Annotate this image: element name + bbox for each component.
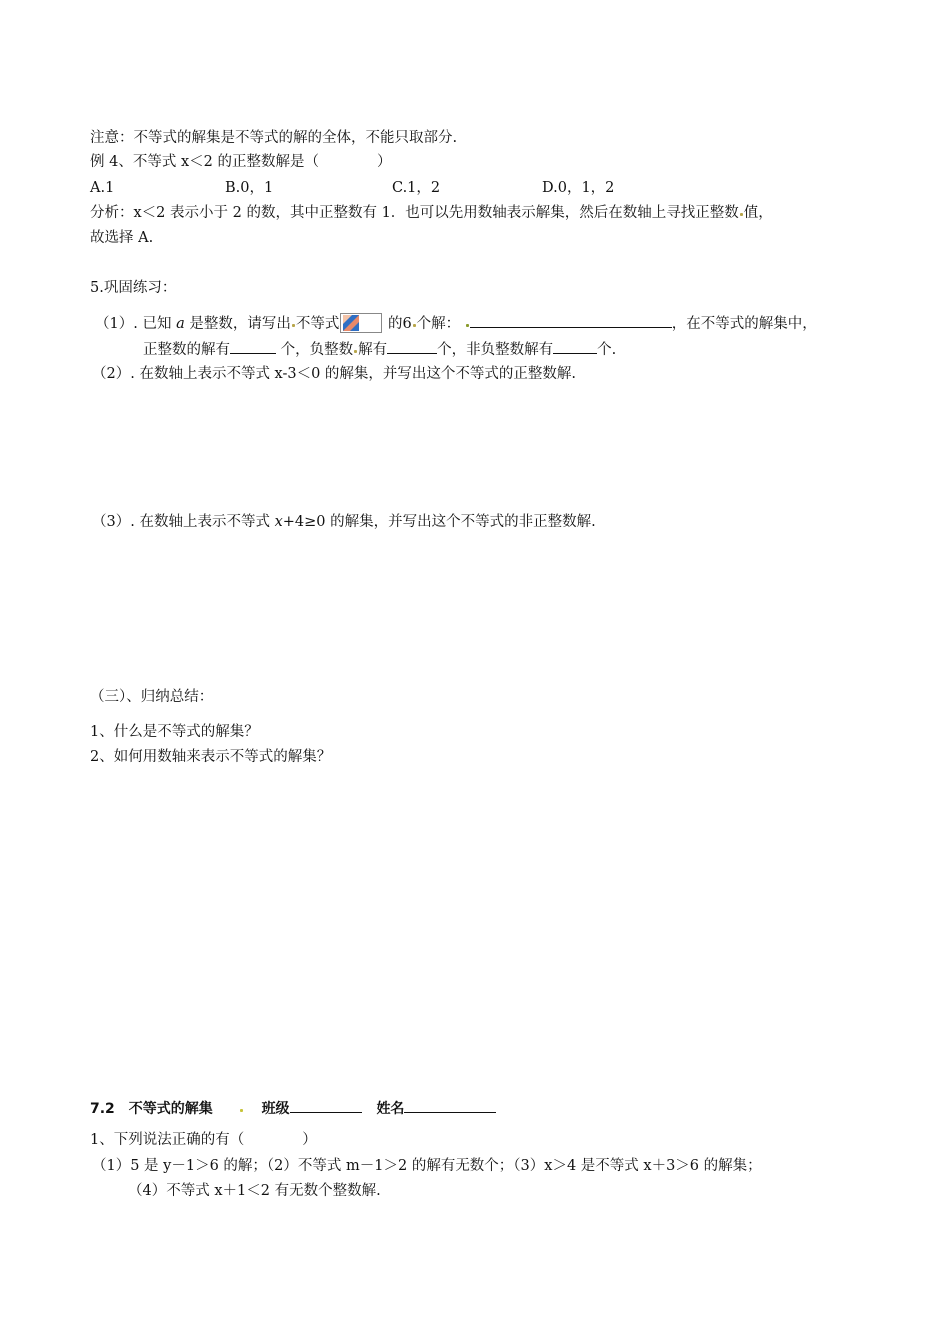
practice-q1-line1 bbox=[95, 312, 817, 334]
practice-q1-line2 bbox=[143, 338, 616, 360]
example4-question: 例 4、不等式 x＜2 的正整数解是（ ） bbox=[90, 154, 392, 170]
q1-text: （1）. 已知 bbox=[95, 316, 172, 332]
practice-heading: 5.巩固练习： bbox=[90, 280, 177, 296]
q3-var-x: x bbox=[274, 514, 283, 530]
name-label: 姓名 bbox=[376, 1101, 405, 1117]
practice-q2: （2）. 在数轴上表示不等式 x-3＜0 的解集，并写出这个不等式的正整数解. bbox=[92, 366, 577, 382]
q1-text: 是整数，请写出 bbox=[189, 316, 291, 332]
class-label: 班级 bbox=[261, 1101, 290, 1117]
artifact-dot bbox=[354, 350, 357, 353]
option-b: B.0，1 bbox=[225, 180, 274, 196]
q1-var-a: a bbox=[176, 316, 185, 332]
option-c: C.1，2 bbox=[392, 180, 441, 196]
analysis-text: 分析：x＜2 表示小于 2 的数，其中正整数有 1．也可以先用数轴表示解集，然后在数轴上寻找正整数 bbox=[90, 205, 739, 221]
q1-text: 正整数的解有 bbox=[143, 342, 230, 358]
summary-heading: （三）、归纳总结： bbox=[90, 689, 214, 705]
q1-text: 解有 bbox=[358, 342, 388, 358]
q1-text: 6 bbox=[402, 316, 412, 332]
q1-text: 个，非负整数解有 bbox=[437, 342, 554, 358]
summary-item-2: 2、如何用数轴来表示不等式的解集？ bbox=[90, 749, 332, 765]
example4-analysis bbox=[90, 203, 773, 223]
example4-answer: 故选择 A. bbox=[90, 230, 154, 246]
q1-text: 的 bbox=[387, 316, 403, 332]
answer-blank-negative[interactable] bbox=[387, 338, 437, 354]
answer-blank-nonnegative[interactable] bbox=[553, 338, 597, 354]
summary-item-1: 1、什么是不等式的解集？ bbox=[90, 724, 259, 740]
option-a: A.1 bbox=[90, 180, 115, 196]
q3-text: （3）. 在数轴上表示不等式 bbox=[92, 514, 275, 530]
artifact-dot bbox=[292, 324, 295, 327]
analysis-text-end: 值， bbox=[743, 205, 773, 221]
worksheet-q1-line2: （4）不等式 x＋1＜2 有无数个整数解. bbox=[128, 1183, 381, 1199]
practice-q3 bbox=[92, 512, 596, 532]
note-text: 注意：不等式的解集是不等式的解的全体，不能只取部分. bbox=[90, 130, 458, 146]
name-field[interactable] bbox=[404, 1097, 496, 1113]
q1-text: 不等式 bbox=[295, 316, 340, 332]
q3-text: +4≥0 的解集，并写出这个不等式的非正整数解. bbox=[282, 514, 596, 530]
q1-text: 个，负整数 bbox=[280, 342, 354, 358]
artifact-dot bbox=[240, 1109, 243, 1112]
worksheet-header bbox=[90, 1097, 496, 1119]
artifact-dot bbox=[740, 213, 743, 216]
option-d: D.0，1，2 bbox=[542, 180, 615, 196]
answer-blank-positive[interactable] bbox=[230, 338, 276, 354]
q1-text: ，在不等式的解集中， bbox=[671, 316, 817, 332]
worksheet-q1: 1、下列说法正确的有（ ） bbox=[90, 1132, 317, 1148]
artifact-dot bbox=[466, 324, 469, 327]
worksheet-title: 7.2 不等式的解集 bbox=[90, 1101, 213, 1117]
answer-blank-six-solutions[interactable] bbox=[470, 312, 672, 328]
formula-image-icon bbox=[340, 313, 382, 333]
class-field[interactable] bbox=[290, 1097, 362, 1113]
q1-text: 个解： bbox=[416, 316, 461, 332]
worksheet-q1-line1: （1）5 是 y－1＞6 的解；（2）不等式 m－1＞2 的解有无数个；（3）x＞4 是不等式 x＋3＞6 的解集； bbox=[92, 1158, 762, 1174]
q1-text: 个. bbox=[597, 342, 617, 358]
artifact-dot bbox=[413, 324, 416, 327]
